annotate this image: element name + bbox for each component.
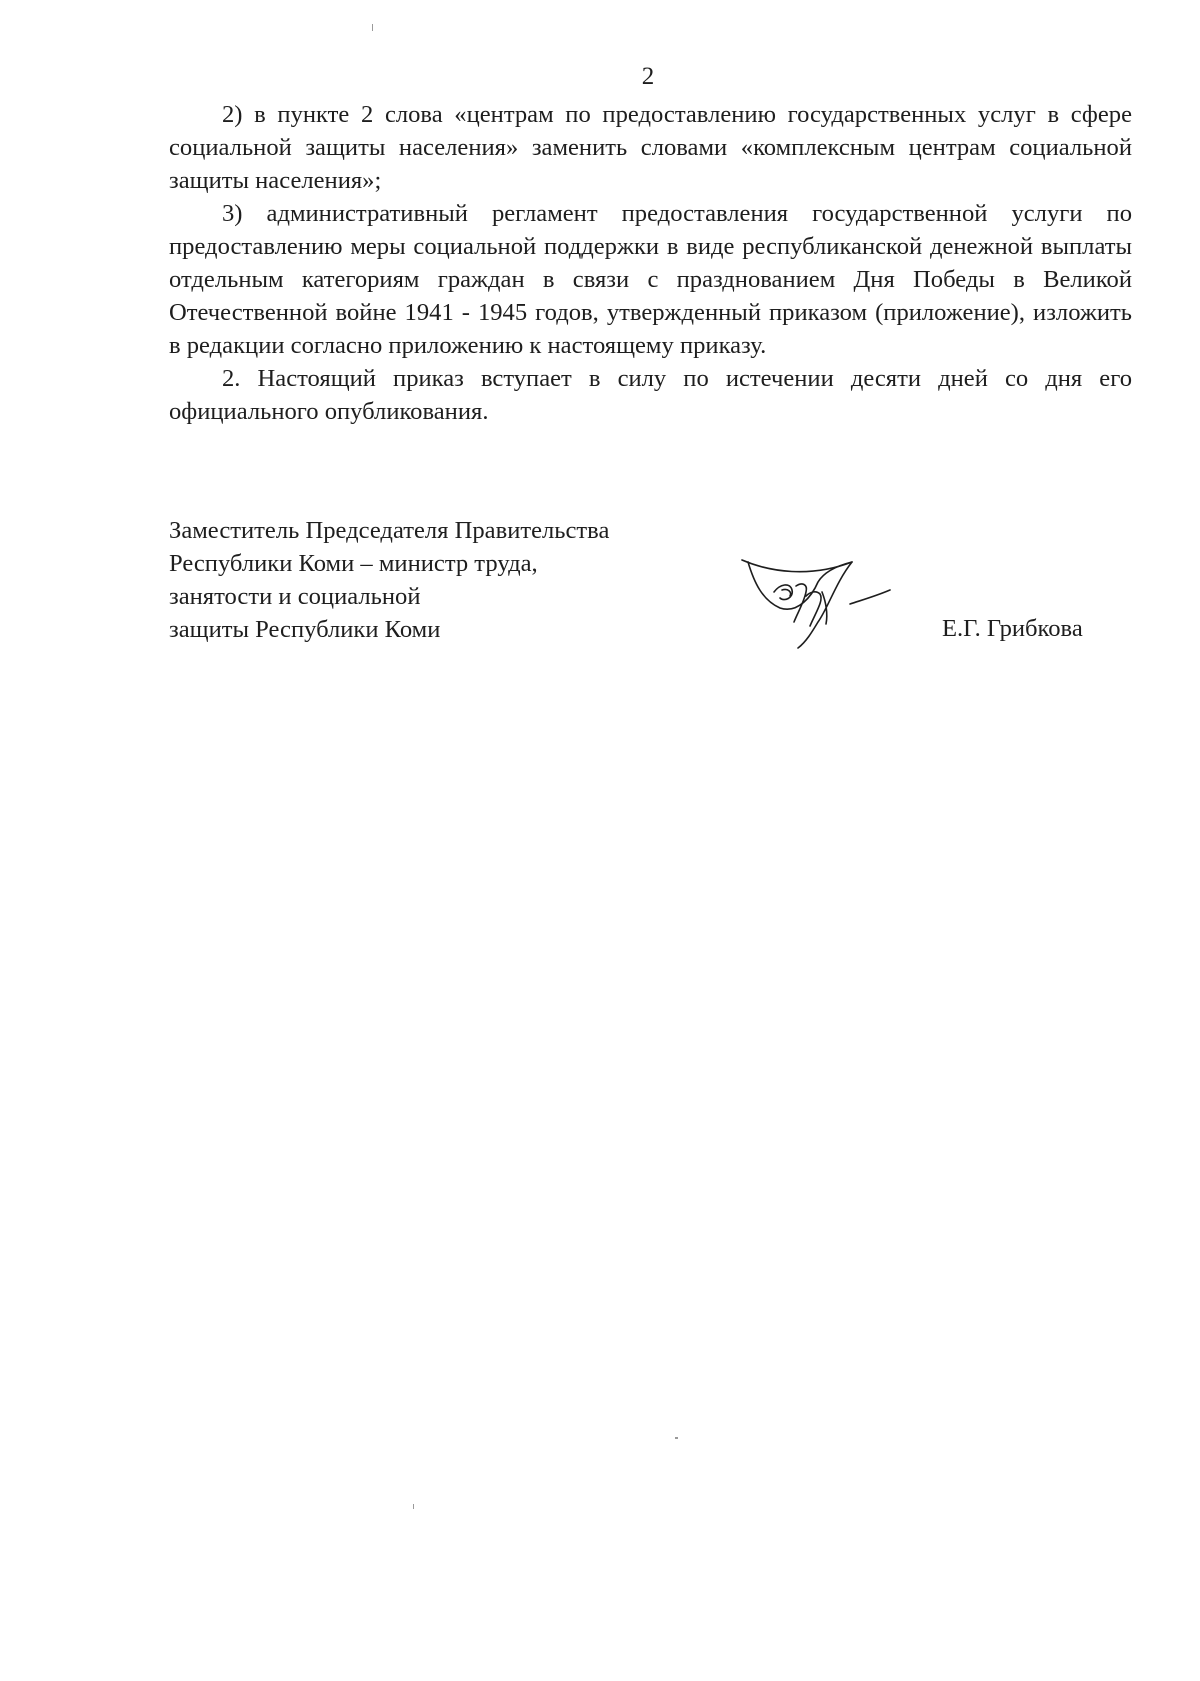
handwritten-signature: [740, 552, 920, 652]
document-body: [169, 98, 1132, 428]
position-line: занятости и социальной: [169, 583, 421, 610]
page-number: 2: [641, 63, 655, 90]
position-line: Республики Коми – министр труда,: [169, 550, 538, 577]
scan-speck: [372, 24, 373, 31]
scan-speck: [675, 1437, 678, 1439]
paragraph-amendment-point-2: 2) в пункте 2 слова «центрам по предоставлению государственных услуг в сфере социальной защиты населения» заменить словами «комплексным центрам социальной защиты населения»;: [169, 101, 1132, 194]
paragraph-entry-into-force: 2. Настоящий приказ вступает в силу по истечении десяти дней со дня его официального опубликования.: [169, 365, 1132, 425]
signatory-position: [169, 514, 729, 646]
position-line: защиты Республики Коми: [169, 616, 441, 643]
position-line: Заместитель Председателя Правительства: [169, 517, 610, 544]
signatory-name: Е.Г. Грибкова: [942, 615, 1083, 642]
paragraph-amendment-point-3: 3) административный регламент предоставления государственной услуги по предоставлению меры социальной поддержки в виде республиканской денежной выплаты отдельным категориям граждан в связи с празднованием Дня Победы в Великой Отечественной войне 1941 - 1945 годов, утвержденный приказом (приложение), изложить в редакции согласно приложению к настоящему приказу.: [169, 200, 1132, 359]
scan-speck: [413, 1504, 414, 1509]
